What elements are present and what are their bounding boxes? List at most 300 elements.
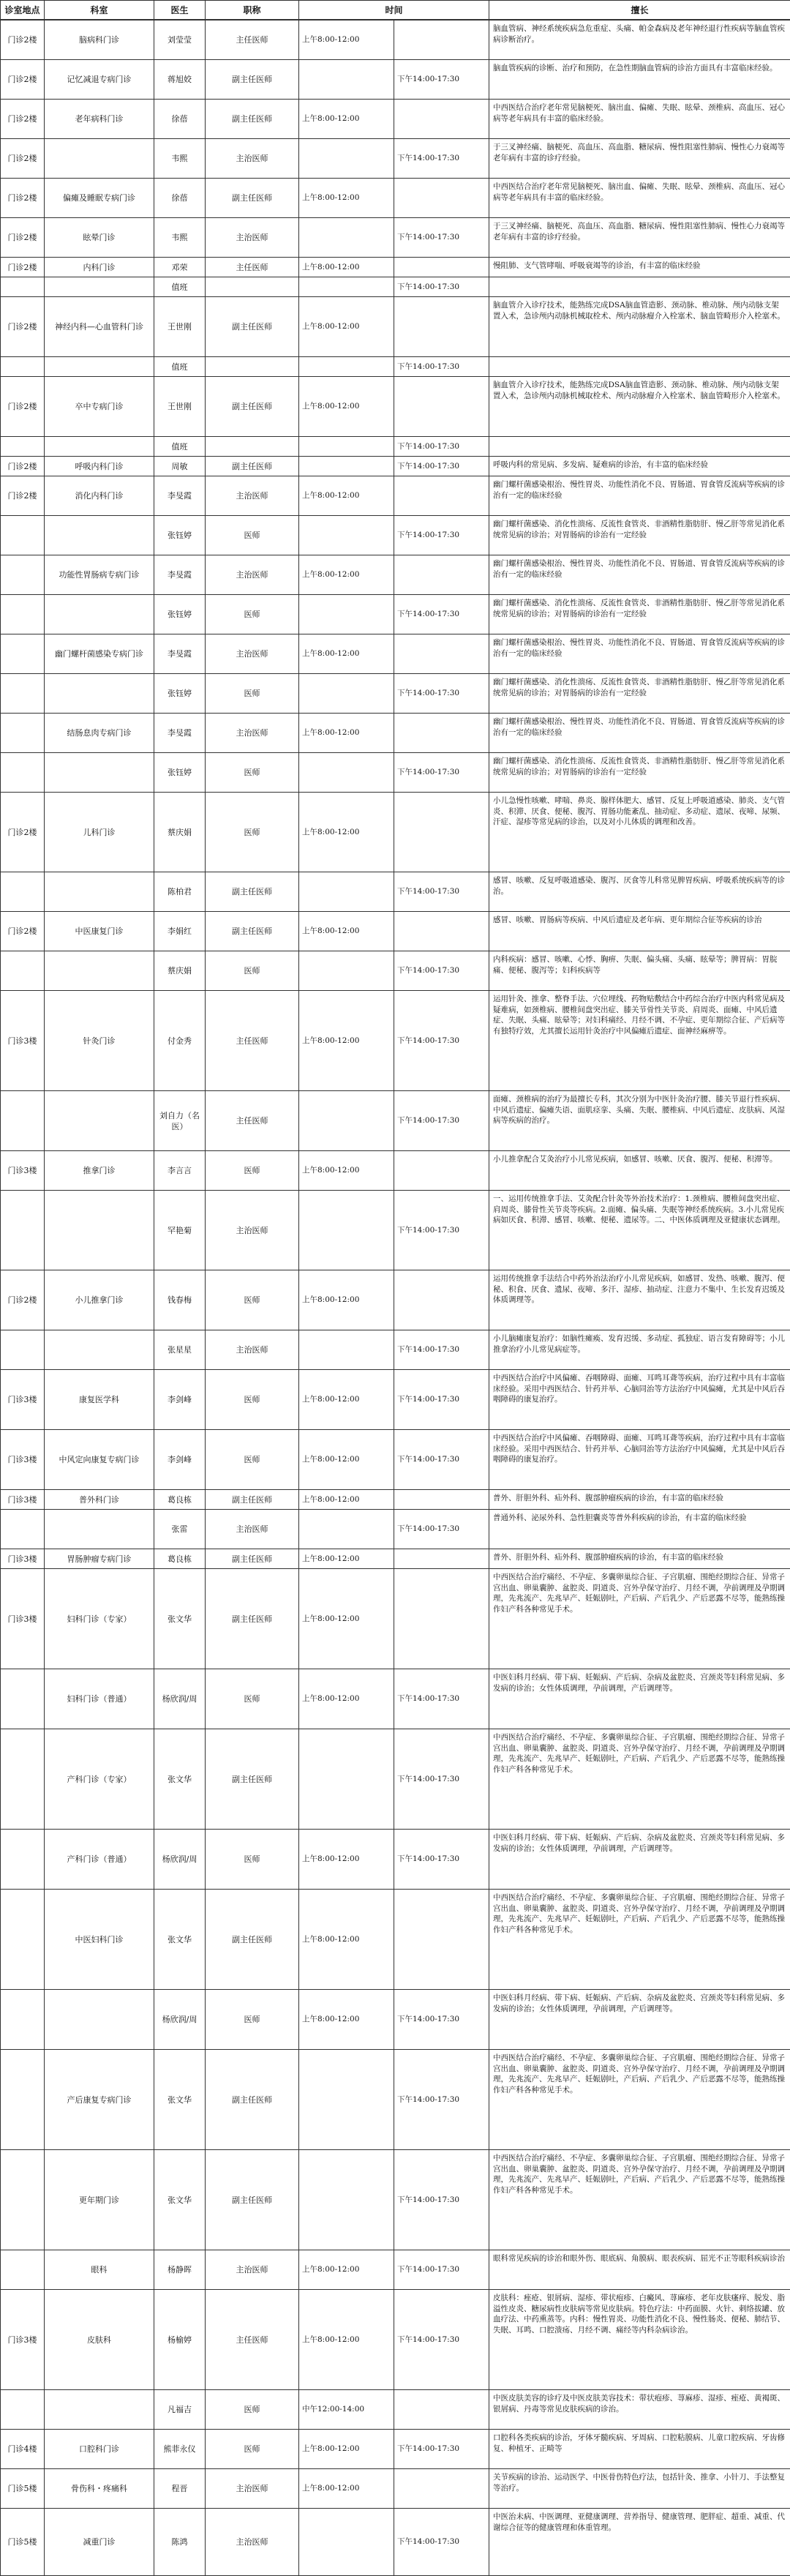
schedule-body: [1, 20, 790, 2576]
cell-time-pm: 下午14:00-17:30: [394, 1370, 489, 1430]
cell-floor: [1, 674, 45, 714]
cell-time-am: [299, 753, 394, 793]
table-row: [1, 1091, 790, 1151]
cell-expertise: 中西医结合治疗痛经、不孕症、多囊卵巢综合征、子宫肌瘤、围绝经期综合征、异常子宫出血、卵巢囊肿、盆腔炎、阴道炎、宫外孕保守治疗、月经不调，孕前调理及孕期调理，先兆流产、先兆早产、妊娠剧吐，产后病、产后乳少、产后恶露不尽等，能熟练操作妇产科各种常见手术。: [489, 2150, 790, 2250]
cell-time-pm: 下午14:00-17:30: [394, 2290, 489, 2390]
cell-floor: [1, 951, 45, 991]
table-header: [0, 0, 790, 20]
cell-expertise: 于三叉神经痛、脑梗死、高血压、高血脂、糖尿病、慢性阻塞性肺病、慢性心力衰竭等老年病有丰富的诊疗经验。: [489, 139, 790, 179]
table-row: [1, 991, 790, 1091]
cell-expertise: 脑血管介入诊疗技术，能熟练完成DSA脑血管造影、颈动脉、椎动脉、颅内动脉支架置入术，急诊颅内动脉机械取栓术、颅内动脉瘤介入栓塞术、脑血管畸形介入栓塞术。: [489, 297, 790, 357]
cell-expertise: 脑血管病、神经系统疾病急危重症、头痛、帕金森病及老年神经退行性疾病等脑血管疾病诊断治疗。: [489, 20, 790, 60]
cell-title: 医师: [206, 1830, 299, 1890]
cell-time-pm: 下午14:00-17:30: [394, 277, 489, 297]
cell-time-pm: 下午14:00-17:30: [394, 753, 489, 793]
cell-doctor: 李旻霞: [154, 476, 206, 516]
cell-time-pm: [394, 1890, 489, 1990]
cell-expertise: 中医治未病、中医调理、亚健康调理、营养指导、健康管理、肥胖症、超重、减重、代谢综合征等的健康管理和体重管理。: [489, 2509, 790, 2576]
cell-doctor: 杨榆婷: [154, 2290, 206, 2390]
cell-expertise: 中医妇科月经病、带下病、妊娠病、产后病、杂病及盆腔炎、宫颈炎等妇科常见病、多发病的诊治；女性体质调理，孕前调理，产后调理等。: [489, 1669, 790, 1729]
cell-doctor: 值班: [154, 357, 206, 377]
table-row: [1, 218, 790, 258]
cell-floor: [1, 1990, 45, 2050]
cell-time-pm: 下午14:00-17:30: [394, 1729, 489, 1830]
cell-expertise: 中西医结合治疗老年常见脑梗死、脑出血、偏瘫、失眠、眩晕、颈椎病、高血压、冠心病等老年病具有丰富的临床经验。: [489, 100, 790, 139]
cell-doctor: 付金秀: [154, 991, 206, 1091]
cell-time-am: [299, 457, 394, 476]
table-row: [1, 1270, 790, 1330]
cell-time-pm: [394, 179, 489, 218]
table-row: [1, 1729, 790, 1830]
cell-expertise: 内科疾病：感冒、咳嗽、心悸、胸痹、失眠、偏头痛、头痛、眩晕等；脾胃病：胃脘痛、便秘、腹泻等；妇科疾病等: [489, 951, 790, 991]
cell-time-pm: [394, 258, 489, 277]
cell-dept: 记忆减退专病门诊: [45, 60, 154, 100]
cell-doctor: 张文华: [154, 2150, 206, 2250]
cell-floor: [1, 277, 45, 297]
cell-time-pm: 下午14:00-17:30: [394, 437, 489, 457]
cell-dept: 妇科门诊（专家）: [45, 1569, 154, 1669]
cell-dept: 消化内科门诊: [45, 476, 154, 516]
cell-title: 医师: [206, 951, 299, 991]
cell-dept: 胃肠肿瘤专病门诊: [45, 1549, 154, 1569]
cell-doctor: 李剑峰: [154, 1430, 206, 1490]
cell-doctor: 罕艳菊: [154, 1191, 206, 1270]
cell-dept: 偏瘫及睡眠专病门诊: [45, 179, 154, 218]
cell-doctor: 葛良栋: [154, 1549, 206, 1569]
cell-expertise: 眼科常见疾病的诊治和眼外伤、眼底病、角膜病、眼表疾病、屈光不正等眼科疾病诊治: [489, 2250, 790, 2290]
cell-floor: [1, 1890, 45, 1990]
table-row: [1, 2430, 790, 2469]
cell-title: [206, 357, 299, 377]
cell-time-pm: [394, 1151, 489, 1191]
cell-floor: [1, 2250, 45, 2290]
cell-title: 医师: [206, 1370, 299, 1430]
cell-time-pm: [394, 476, 489, 516]
cell-dept: [45, 1510, 154, 1549]
cell-title: 副主任医师: [206, 60, 299, 100]
cell-expertise: 小儿脑瘫康复治疗：如脑性瘫痪、发育迟缓、多动症、孤独症、语言发育障碍等；小儿推拿治疗小儿常见病症等。: [489, 1330, 790, 1370]
cell-floor: 门诊3楼: [1, 1370, 45, 1430]
cell-time-pm: [394, 1490, 489, 1510]
cell-dept: [45, 595, 154, 634]
cell-doctor: 张钰婷: [154, 595, 206, 634]
table-row: [1, 714, 790, 753]
cell-time-am: [299, 1510, 394, 1549]
cell-floor: 门诊2楼: [1, 218, 45, 258]
cell-time-am: 上午8:00-12:00: [299, 1569, 394, 1669]
cell-dept: 产后康复专病门诊: [45, 2050, 154, 2150]
cell-floor: 门诊2楼: [1, 258, 45, 277]
cell-time-am: [299, 2509, 394, 2576]
cell-doctor: 张钰婷: [154, 674, 206, 714]
cell-doctor: 徐蓓: [154, 100, 206, 139]
cell-title: 副主任医师: [206, 457, 299, 476]
cell-floor: [1, 634, 45, 674]
cell-title: 医师: [206, 516, 299, 555]
cell-doctor: 张文华: [154, 2050, 206, 2150]
cell-title: 副主任医师: [206, 1549, 299, 1569]
cell-floor: [1, 1191, 45, 1270]
cell-time-am: 上午8:00-12:00: [299, 1370, 394, 1430]
cell-dept: 呼吸内科门诊: [45, 457, 154, 476]
cell-time-am: [299, 1330, 394, 1370]
cell-floor: 门诊3楼: [1, 1569, 45, 1669]
cell-time-pm: 下午14:00-17:30: [394, 516, 489, 555]
cell-doctor: 张钰婷: [154, 753, 206, 793]
cell-expertise: 中医妇科月经病、带下病、妊娠病、产后病、杂病及盆腔炎、宫颈炎等妇科常见病、多发病的诊治；女性体质调理，孕前调理，产后调理等。: [489, 1990, 790, 2050]
table-row: [1, 20, 790, 60]
table-row: [1, 1370, 790, 1430]
cell-time-pm: [394, 377, 489, 437]
cell-doctor: 张钰婷: [154, 516, 206, 555]
cell-doctor: 周敏: [154, 457, 206, 476]
header-floor: 诊室地点: [1, 1, 45, 20]
cell-title: 医师: [206, 674, 299, 714]
cell-time-am: 上午8:00-12:00: [299, 1549, 394, 1569]
cell-time-pm: [394, 634, 489, 674]
cell-dept: [45, 1191, 154, 1270]
table-row: [1, 457, 790, 476]
cell-time-pm: 下午14:00-17:30: [394, 1830, 489, 1890]
cell-floor: 门诊2楼: [1, 1270, 45, 1330]
cell-doctor: 王世刚: [154, 377, 206, 437]
cell-floor: [1, 1729, 45, 1830]
cell-title: 副主任医师: [206, 377, 299, 437]
cell-time-am: [299, 674, 394, 714]
cell-time-am: [299, 516, 394, 555]
cell-time-pm: [394, 100, 489, 139]
cell-dept: [45, 1330, 154, 1370]
cell-floor: [1, 437, 45, 457]
table-row: [1, 1830, 790, 1890]
table-row: [1, 2050, 790, 2150]
cell-dept: 内科门诊: [45, 258, 154, 277]
cell-time-pm: 下午14:00-17:30: [394, 2150, 489, 2250]
cell-floor: [1, 1091, 45, 1151]
cell-floor: 门诊3楼: [1, 2290, 45, 2390]
cell-floor: 门诊2楼: [1, 100, 45, 139]
cell-time-am: 上午8:00-12:00: [299, 555, 394, 595]
cell-doctor: 葛良栋: [154, 1490, 206, 1510]
cell-time-am: 上午8:00-12:00: [299, 297, 394, 357]
cell-doctor: 邓荣: [154, 258, 206, 277]
cell-title: [206, 437, 299, 457]
cell-time-pm: 下午14:00-17:30: [394, 2050, 489, 2150]
cell-expertise: 中西医结合治疗痛经、不孕症、多囊卵巢综合征、子宫肌瘤、围绝经期综合征、异常子宫出血、卵巢囊肿、盆腔炎、阴道炎、宫外孕保守治疗、月经不调，孕前调理及孕期调理，先兆流产、先兆早产、妊娠剧吐，产后病、产后乳少、产后恶露不尽等，能熟练操作妇产科各种常见手术。: [489, 1569, 790, 1669]
table-row: [1, 476, 790, 516]
table-row: [1, 793, 790, 872]
cell-time-pm: 下午14:00-17:30: [394, 2509, 489, 2576]
cell-expertise: 中西医结合治疗痛经、不孕症、多囊卵巢综合征、子宫肌瘤、围绝经期综合征、异常子宫出血、卵巢囊肿、盆腔炎、阴道炎、宫外孕保守治疗、月经不调，孕前调理及孕期调理，先兆流产、先兆早产、妊娠剧吐，产后病、产后乳少、产后恶露不尽等，能熟练操作妇产科各种常见手术。: [489, 1890, 790, 1990]
cell-title: 副主任医师: [206, 297, 299, 357]
cell-doctor: 李旻霞: [154, 555, 206, 595]
cell-floor: 门诊2楼: [1, 377, 45, 437]
cell-title: 医师: [206, 1669, 299, 1729]
table-row: [1, 1549, 790, 1569]
table-row: [1, 1510, 790, 1549]
cell-expertise: 幽门螺杆菌感染根治、慢性胃炎、功能性消化不良、胃肠道、胃食管反流病等疾病的诊治有一定的临床经验: [489, 634, 790, 674]
cell-time-am: 上午8:00-12:00: [299, 20, 394, 60]
table-row: [1, 437, 790, 457]
cell-dept: 功能性胃肠病专病门诊: [45, 555, 154, 595]
cell-dept: 脑病科门诊: [45, 20, 154, 60]
cell-time-am: 中午12:00-14:00: [299, 2390, 394, 2430]
cell-expertise: [489, 277, 790, 297]
cell-time-pm: 下午14:00-17:30: [394, 1669, 489, 1729]
cell-time-am: 上午8:00-12:00: [299, 1669, 394, 1729]
cell-expertise: 小儿急慢性咳嗽、哮喘、鼻炎、腺样体肥大、感冒、反复上呼吸道感染、肺炎、支气管炎、积滞、厌食、便秘、腹泻、胃肠功能紊乱、抽动症、多动症、遗尿、夜啼、尿频、汗症、湿疹等常见病的诊治，以及对小儿体质的调理和改善。: [489, 793, 790, 872]
cell-dept: 小儿推拿门诊: [45, 1270, 154, 1330]
cell-title: 副主任医师: [206, 872, 299, 912]
cell-expertise: 幽门螺杆菌感染、消化性溃疡、反流性食管炎、非酒精性脂肪肝、慢乙肝等常见消化系统常见病的诊治；对胃肠病的诊治有一定经验: [489, 674, 790, 714]
cell-time-am: 上午8:00-12:00: [299, 1990, 394, 2050]
table-row: [1, 179, 790, 218]
cell-title: 主治医师: [206, 2509, 299, 2576]
cell-dept: 皮肤科: [45, 2290, 154, 2390]
cell-time-pm: 下午14:00-17:30: [394, 872, 489, 912]
cell-floor: 门诊2楼: [1, 60, 45, 100]
cell-title: 主治医师: [206, 2250, 299, 2290]
cell-floor: 门诊5楼: [1, 2469, 45, 2509]
cell-time-pm: 下午14:00-17:30: [394, 1330, 489, 1370]
cell-dept: 妇科门诊（普通）: [45, 1669, 154, 1729]
cell-dept: [45, 2390, 154, 2430]
table-row: [1, 516, 790, 555]
cell-dept: 儿科门诊: [45, 793, 154, 872]
cell-floor: 门诊4楼: [1, 2430, 45, 2469]
cell-dept: 产科门诊（专家）: [45, 1729, 154, 1830]
table-row: [1, 555, 790, 595]
cell-expertise: 感冒、咳嗽、反复呼吸道感染、腹泻、厌食等儿科常见脾胃疾病、呼吸系统疾病等的诊治。: [489, 872, 790, 912]
cell-dept: 中风定向康复专病门诊: [45, 1430, 154, 1490]
table-row: [1, 2469, 790, 2509]
cell-title: 医师: [206, 2430, 299, 2469]
cell-floor: [1, 2050, 45, 2150]
cell-title: 医师: [206, 1990, 299, 2050]
cell-time-pm: [394, 20, 489, 60]
cell-floor: [1, 1330, 45, 1370]
cell-title: 主治医师: [206, 139, 299, 179]
cell-title: 医师: [206, 1270, 299, 1330]
cell-time-pm: [394, 912, 489, 951]
cell-time-pm: [394, 714, 489, 753]
cell-time-am: 上午8:00-12:00: [299, 100, 394, 139]
cell-time-am: 上午8:00-12:00: [299, 1830, 394, 1890]
cell-expertise: 幽门螺杆菌感染根治、慢性胃炎、功能性消化不良、胃肠道、胃食管反流病等疾病的诊治有一定的临床经验: [489, 714, 790, 753]
cell-title: 主任医师: [206, 1091, 299, 1151]
table-row: [1, 100, 790, 139]
table-row: [1, 357, 790, 377]
cell-dept: 针灸门诊: [45, 991, 154, 1091]
cell-doctor: 张文华: [154, 1569, 206, 1669]
cell-time-am: 上午8:00-12:00: [299, 991, 394, 1091]
cell-doctor: 值班: [154, 437, 206, 457]
cell-title: 主任医师: [206, 2290, 299, 2390]
cell-doctor: 李剑峰: [154, 1370, 206, 1430]
cell-time-am: 上午8:00-12:00: [299, 2430, 394, 2469]
cell-floor: 门诊2楼: [1, 457, 45, 476]
cell-time-pm: 下午14:00-17:30: [394, 139, 489, 179]
table-row: [1, 277, 790, 297]
cell-dept: [45, 139, 154, 179]
cell-title: 主治医师: [206, 218, 299, 258]
cell-time-am: [299, 2150, 394, 2250]
cell-floor: 门诊2楼: [1, 793, 45, 872]
table-row: [1, 753, 790, 793]
cell-title: 副主任医师: [206, 912, 299, 951]
cell-doctor: 凡福吉: [154, 2390, 206, 2430]
cell-time-pm: 下午14:00-17:30: [394, 2430, 489, 2469]
cell-time-pm: [394, 2469, 489, 2509]
cell-expertise: 中西医结合治疗痛经、不孕症、多囊卵巢综合征、子宫肌瘤、围绝经期综合征、异常子宫出血、卵巢囊肿、盆腔炎、阴道炎、宫外孕保守治疗、月经不调，孕前调理及孕期调理，先兆流产、先兆早产、妊娠剧吐，产后病、产后乳少、产后恶露不尽等，能熟练操作妇产科各种常见手术。: [489, 2050, 790, 2150]
cell-title: 医师: [206, 2390, 299, 2430]
cell-dept: 幽门螺杆菌感染专病门诊: [45, 634, 154, 674]
cell-doctor: 熊菲永仪: [154, 2430, 206, 2469]
cell-time-am: 上午8:00-12:00: [299, 377, 394, 437]
cell-floor: 门诊2楼: [1, 179, 45, 218]
table-row: [1, 258, 790, 277]
cell-dept: [45, 753, 154, 793]
table-row: [1, 634, 790, 674]
cell-doctor: 张雷: [154, 1510, 206, 1549]
cell-dept: 减重门诊: [45, 2509, 154, 2576]
cell-time-pm: 下午14:00-17:30: [394, 1191, 489, 1270]
cell-dept: [45, 277, 154, 297]
header-title: 职称: [206, 1, 299, 20]
cell-time-pm: 下午14:00-17:30: [394, 1990, 489, 2050]
cell-time-am: 上午8:00-12:00: [299, 1490, 394, 1510]
cell-expertise: 口腔科各类疾病的诊治，牙体牙髓疾病、牙周病、口腔粘膜病、儿童口腔疾病、牙齿修复、种植牙、正畸等: [489, 2430, 790, 2469]
cell-doctor: 陈鸿: [154, 2509, 206, 2576]
cell-title: 副主任医师: [206, 1490, 299, 1510]
cell-dept: 推拿门诊: [45, 1151, 154, 1191]
cell-doctor: 张星星: [154, 1330, 206, 1370]
cell-title: 副主任医师: [206, 1890, 299, 1990]
cell-dept: 康复医学科: [45, 1370, 154, 1430]
header-doctor: 医生: [154, 1, 206, 20]
cell-floor: [1, 1510, 45, 1549]
cell-floor: 门诊2楼: [1, 476, 45, 516]
cell-title: 医师: [206, 793, 299, 872]
cell-time-am: [299, 139, 394, 179]
table-row: [1, 60, 790, 100]
cell-doctor: 韦熙: [154, 139, 206, 179]
table-row: [1, 951, 790, 991]
cell-floor: [1, 2390, 45, 2430]
cell-title: 主任医师: [206, 20, 299, 60]
cell-doctor: 张文华: [154, 1729, 206, 1830]
cell-time-pm: [394, 2390, 489, 2430]
cell-title: 副主任医师: [206, 1729, 299, 1830]
cell-title: 副主任医师: [206, 2150, 299, 2250]
cell-title: 主治医师: [206, 555, 299, 595]
cell-floor: [1, 1669, 45, 1729]
cell-doctor: 张文华: [154, 1890, 206, 1990]
cell-time-am: 上午8:00-12:00: [299, 476, 394, 516]
cell-doctor: 徐蓓: [154, 179, 206, 218]
cell-floor: [1, 516, 45, 555]
cell-expertise: 皮肤科：痤疮、银屑病、湿疹、带状疱疹、白癜风、荨麻疹、老年皮肤瘙痒、脱发、脂溢性皮炎、糖尿病性皮肤病等常见皮肤病。特色疗法：中药面膜、火针、刺络拔罐、放血疗法、中药熏蒸等。内科：慢性胃炎、功能性消化不良、慢性肠炎、便秘、肺结节、失眠、耳鸣、口腔溃疡、月经不调、痛经等内科杂病诊治。: [489, 2290, 790, 2390]
cell-doctor: 韦熙: [154, 218, 206, 258]
cell-time-am: 上午8:00-12:00: [299, 1270, 394, 1330]
cell-time-pm: [394, 1270, 489, 1330]
cell-time-pm: [394, 1549, 489, 1569]
table-row: [1, 2290, 790, 2390]
cell-time-am: [299, 437, 394, 457]
cell-time-pm: 下午14:00-17:30: [394, 595, 489, 634]
table-row: [1, 2390, 790, 2430]
cell-time-pm: 下午14:00-17:30: [394, 457, 489, 476]
cell-floor: [1, 555, 45, 595]
cell-expertise: 中医皮肤美容的诊疗及中医皮肤美容技术：带状疱疹、荨麻疹、湿疹、痤疮、黄褐斑、银屑病、丹毒等常见皮肤疾病的诊治。: [489, 2390, 790, 2430]
cell-title: 主治医师: [206, 634, 299, 674]
cell-dept: 眩晕门诊: [45, 218, 154, 258]
cell-floor: [1, 1830, 45, 1890]
cell-doctor: 李娟红: [154, 912, 206, 951]
cell-dept: 中医妇科门诊: [45, 1890, 154, 1990]
cell-doctor: 陈柏君: [154, 872, 206, 912]
header-dept: 科室: [45, 1, 154, 20]
table-row: [1, 1990, 790, 2050]
cell-time-pm: 下午14:00-17:30: [394, 1091, 489, 1151]
cell-title: 主治医师: [206, 2469, 299, 2509]
cell-floor: [1, 872, 45, 912]
cell-dept: [45, 437, 154, 457]
table-row: [1, 297, 790, 357]
cell-title: 主治医师: [206, 476, 299, 516]
cell-doctor: 刘自力（名医）: [154, 1091, 206, 1151]
table-row: [1, 1191, 790, 1270]
cell-doctor: 钱春梅: [154, 1270, 206, 1330]
cell-expertise: 中西医结合治疗痛经、不孕症、多囊卵巢综合征、子宫肌瘤、围绝经期综合征、异常子宫出血、卵巢囊肿、盆腔炎、阴道炎、宫外孕保守治疗、月经不调，孕前调理及孕期调理，先兆流产、先兆早产、妊娠剧吐，产后病、产后乳少、产后恶露不尽等，能熟练操作妇产科各种常见手术。: [489, 1729, 790, 1830]
cell-dept: 更年期门诊: [45, 2150, 154, 2250]
cell-doctor: 程晋: [154, 2469, 206, 2509]
cell-dept: 普外科门诊: [45, 1490, 154, 1510]
cell-time-pm: 下午14:00-17:30: [394, 674, 489, 714]
table-row: [1, 595, 790, 634]
cell-doctor: 刘莹莹: [154, 20, 206, 60]
cell-title: 医师: [206, 1430, 299, 1490]
cell-expertise: 幽门螺杆菌感染、消化性溃疡、反流性食管炎、非酒精性脂肪肝、慢乙肝等常见消化系统常见病的诊治；对胃肠病的诊治有一定经验: [489, 753, 790, 793]
table-row: [1, 674, 790, 714]
cell-expertise: 中医妇科月经病、带下病、妊娠病、产后病、杂病及盆腔炎、宫颈炎等妇科常见病、多发病的诊治；女性体质调理，孕前调理，产后调理等。: [489, 1830, 790, 1890]
cell-expertise: 脑血管疾病的诊断、治疗和预防，在急性期脑血管病的诊治方面具有丰富临床经验。: [489, 60, 790, 100]
cell-floor: 门诊3楼: [1, 1549, 45, 1569]
cell-doctor: 蒋旭姣: [154, 60, 206, 100]
cell-time-am: [299, 2050, 394, 2150]
cell-expertise: 普外、肝胆外科、疝外科、腹部肿瘤疾病的诊治，有丰富的临床经验: [489, 1549, 790, 1569]
table-row: [1, 1669, 790, 1729]
cell-expertise: 于三叉神经痛、脑梗死、高血压、高血脂、糖尿病、慢性阻塞性肺病、慢性心力衰竭等老年病有丰富的诊疗经验。: [489, 218, 790, 258]
cell-expertise: 幽门螺杆菌感染根治、慢性胃炎、功能性消化不良、胃肠道、胃食管反流病等疾病的诊治有一定的临床经验: [489, 555, 790, 595]
cell-doctor: 值班: [154, 277, 206, 297]
cell-time-am: [299, 951, 394, 991]
cell-floor: [1, 753, 45, 793]
table-row: [1, 1330, 790, 1370]
cell-title: 主治医师: [206, 1330, 299, 1370]
schedule-table: [0, 20, 790, 2576]
cell-time-am: 上午8:00-12:00: [299, 179, 394, 218]
cell-time-am: [299, 1091, 394, 1151]
cell-expertise: 普外、肝胆外科、疝外科、腹部肿瘤疾病的诊治，有丰富的临床经验: [489, 1490, 790, 1510]
cell-expertise: 中西医结合治疗中风偏瘫、吞咽障碍、面瘫、耳鸣耳聋等疾病，治疗过程中具有丰富临床经验。采用中西医结合、针药并举、心脑同治等方法治疗中风偏瘫，尤其是中风后吞咽障碍的康复治疗。: [489, 1370, 790, 1430]
cell-time-pm: 下午14:00-17:30: [394, 991, 489, 1091]
cell-time-pm: 下午14:00-17:30: [394, 2250, 489, 2290]
cell-expertise: 关节疾病的诊治、运动医学、中医骨伤特色疗法，包括针灸、推拿、小针刀、手法整复等治疗。: [489, 2469, 790, 2509]
cell-time-pm: [394, 297, 489, 357]
cell-expertise: [489, 357, 790, 377]
cell-time-pm: 下午14:00-17:30: [394, 357, 489, 377]
